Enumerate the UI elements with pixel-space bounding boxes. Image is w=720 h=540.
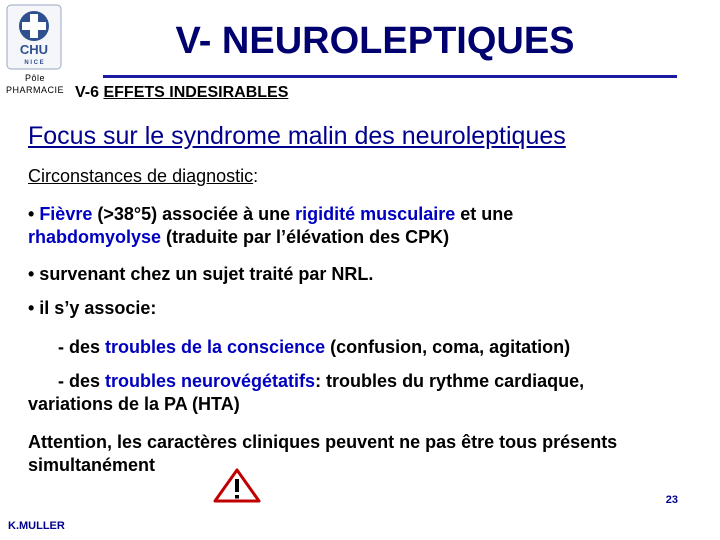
p1-text-2: et une <box>455 204 514 224</box>
p4-suffix: (confusion, coma, agitation) <box>325 337 571 357</box>
focus-title: Focus sur le syndrome malin des neuroleptiques <box>28 122 566 150</box>
page-number: 23 <box>665 494 678 506</box>
term-fievre: Fièvre <box>39 204 93 224</box>
term-rhabdomyolyse: rhabdomyolyse <box>28 227 162 247</box>
page-title: V- NEUROLEPTIQUES <box>175 20 575 62</box>
circumstances-label <box>28 166 258 187</box>
pole-line-2: PHARMACIE <box>5 85 64 95</box>
item-neurovegetatifs <box>28 370 584 416</box>
p1-text-3: (traduite par l’élévation des CPK) <box>161 227 450 247</box>
chu-nice-logo <box>6 4 62 70</box>
attention-line-1: Attention, les caractères cliniques peuvent ne pas être tous présents <box>28 432 618 452</box>
p5-text-2: variations de la PA (HTA) <box>28 394 240 414</box>
circumstances-colon: : <box>253 166 259 186</box>
circumstances-text: Circonstances de diagnostic <box>28 166 254 186</box>
bullet-survenant: • survenant chez un sujet traité par NRL. <box>28 264 374 284</box>
logo-subtext: N I C E <box>24 60 44 66</box>
term-troubles-conscience: troubles de la conscience <box>105 337 326 357</box>
section-title: EFFETS INDESIRABLES <box>103 84 289 101</box>
section-number: V-6 <box>75 84 104 101</box>
item-conscience <box>58 336 570 359</box>
attention-line-2: simultanément <box>28 455 156 475</box>
section-heading <box>75 84 288 102</box>
p4-prefix: - des <box>58 337 106 357</box>
p5-prefix: - des <box>58 371 106 391</box>
term-rigidite: rigidité musculaire <box>295 204 456 224</box>
bullet-fievre <box>28 203 513 249</box>
attention-note <box>28 431 617 477</box>
pole-line-1: Pôle <box>24 73 45 83</box>
author-name: K.MULLER <box>8 520 65 532</box>
bullet-mark: • <box>28 204 40 224</box>
term-troubles-neurovegetatifs: troubles neurovégétatifs <box>105 371 316 391</box>
title-underline-rule <box>103 75 677 78</box>
bullet-associe: • il s’y associe: <box>28 298 157 318</box>
p1-text-1: (>38°5) associée à une <box>92 204 296 224</box>
p5-text-1: : troubles du rythme cardiaque, <box>315 371 585 391</box>
pole-label <box>0 72 70 96</box>
warning-triangle-icon <box>212 468 262 504</box>
logo-text: CHU <box>19 42 49 57</box>
